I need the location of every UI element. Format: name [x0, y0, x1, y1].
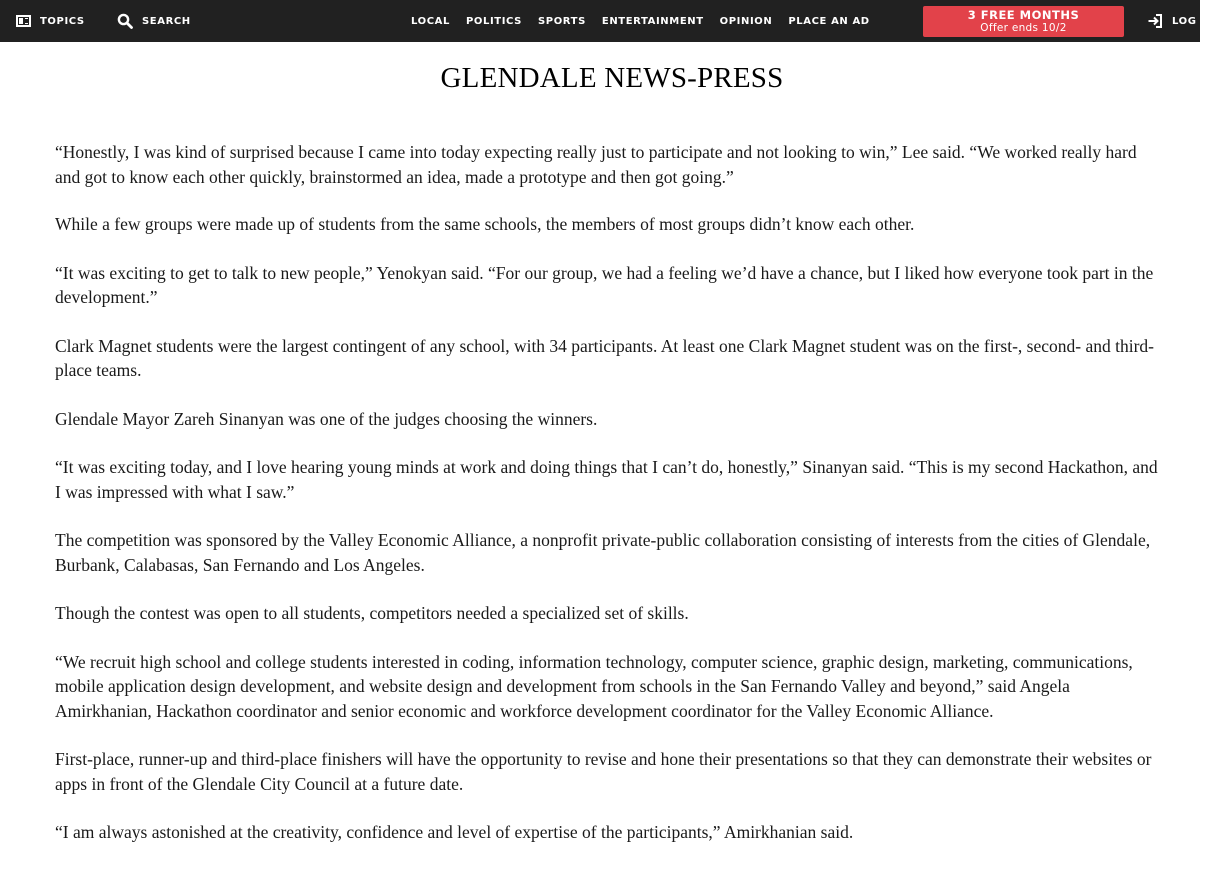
login-button[interactable]: [1148, 0, 1205, 42]
nav-link-entertainment[interactable]: ENTERTAINMENT: [601, 15, 704, 27]
nav-link-politics[interactable]: POLITICS: [465, 15, 522, 27]
nav-link-opinion[interactable]: OPINION: [719, 15, 773, 27]
promo-title: 3 FREE MONTHS: [967, 8, 1080, 22]
search-icon: [117, 13, 133, 29]
article-paragraph: “I am always astonished at the creativity, confidence and level of expertise of the participants,” Amirkhanian said.: [55, 822, 854, 842]
search-button[interactable]: [117, 0, 191, 42]
section-nav: [411, 0, 870, 42]
article-paragraph: Glendale Mayor Zareh Sinanyan was one of the judges choosing the winners.: [55, 408, 598, 429]
promo-subtitle: Offer ends 10/2: [980, 22, 1067, 34]
masthead-logo[interactable]: GLENDALE NEWS-PRESS: [440, 62, 784, 94]
article-paragraph: Clark Magnet students were the largest contingent of any school, with 34 participants. At least one Clark Magnet student was on the first-, second- and third-place teams.: [55, 335, 1155, 380]
topics-label: TOPICS: [40, 15, 85, 27]
nav-link-local[interactable]: LOCAL: [411, 15, 450, 27]
article-paragraph: “It was exciting to get to talk to new people,” Yenokyan said. “For our group, we had a feeling we’d have a chance, but I liked how everyone took part in the development.”: [55, 262, 1154, 307]
article-paragraph: “Honestly, I was kind of surprised because I came into today expecting really just to participate and not looking to win,” Lee said. “We worked really hard and got to know each other quickly, brainstormed an idea, made a prototype and then got going.”: [55, 142, 1137, 187]
article-paragraph: The competition was sponsored by the Valley Economic Alliance, a nonprofit private-public collaboration consisting of interests from the cities of Glendale, Burbank, Calabasas, San Fernando and Los Angeles.: [55, 530, 1151, 575]
article-body: [55, 140, 1165, 845]
nav-link-place-an-ad[interactable]: PLACE AN AD: [788, 15, 870, 27]
login-icon: [1148, 14, 1163, 28]
article-paragraph: “It was exciting today, and I love hearing young minds at work and doing things that I can’t do, honestly,” Sinanyan said. “This is my second Hackathon, and I was impressed with what I saw.”: [55, 457, 1158, 502]
search-label: SEARCH: [142, 15, 191, 27]
nav-link-sports[interactable]: SPORTS: [537, 15, 586, 27]
article-paragraph: While a few groups were made up of students from the same schools, the members of most groups didn’t know each other.: [55, 214, 915, 234]
article-paragraph: “We recruit high school and college students interested in coding, information technology, computer science, graphic design, marketing, communications, mobile application design development, and website design and development from schools in the San Fernando Valley and beyond,” said Angela Amirkhanian, Hackathon coordinator and senior economic and workforce development coordinator for the Valley Economic Alliance.: [55, 651, 1133, 721]
article-paragraph: First-place, runner-up and third-place finishers will have the opportunity to revise and hone their presentations so that they can demonstrate their websites or apps in front of the Glendale City Council at a future date.: [55, 749, 1152, 794]
newspaper-icon: [16, 15, 31, 27]
article-paragraph: Though the contest was open to all students, competitors needed a specialized set of skills.: [55, 603, 689, 623]
subscribe-promo-button[interactable]: [923, 6, 1124, 37]
topics-button[interactable]: [16, 0, 85, 42]
login-label: LOG I: [1172, 15, 1205, 27]
top-navigation-bar: [0, 0, 1205, 42]
